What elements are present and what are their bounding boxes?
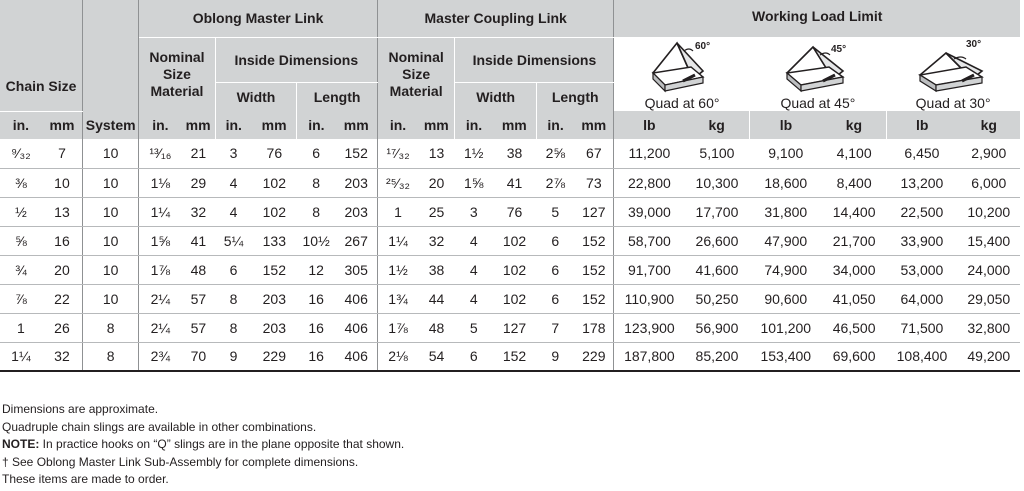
cell-chain-mm: 13 — [42, 197, 83, 226]
cell-wll-45-lb: 90,600 — [750, 284, 822, 313]
cell-wll-60-lb: 22,800 — [614, 168, 684, 197]
cell-coupling-nominal-mm: 54 — [418, 342, 455, 371]
table-row — [0, 284, 1020, 313]
cell-wll-30-kg: 2,900 — [958, 139, 1020, 168]
cell-wll-45-kg: 8,400 — [822, 168, 886, 197]
cell-oblong-length-mm: 267 — [336, 226, 378, 255]
cell-wll-45-kg: 69,600 — [822, 342, 886, 371]
cell-oblong-length-in: 8 — [297, 197, 336, 226]
cell-chain-mm: 26 — [42, 313, 83, 342]
table-row — [0, 255, 1020, 284]
cell-coupling-length-in: 9 — [536, 342, 574, 371]
cell-system: 8 — [83, 313, 139, 342]
cell-wll-45-lb: 9,100 — [750, 139, 822, 168]
cell-oblong-length-in: 12 — [297, 255, 336, 284]
cell-wll-60-kg: 26,600 — [684, 226, 749, 255]
cell-coupling-length-in: 2⅝ — [536, 139, 574, 168]
cell-coupling-length-in: 5 — [536, 197, 574, 226]
quad-60-cell — [614, 37, 750, 111]
cell-coupling-length-in: 6 — [536, 226, 574, 255]
note-approximate: Dimensions are approximate. — [2, 402, 159, 416]
cell-coupling-nominal-mm: 20 — [418, 168, 455, 197]
cell-wll-60-lb: 187,800 — [614, 342, 684, 371]
note-combinations: Quadruple chain slings are available in other combinations. — [2, 419, 317, 434]
svg-text:30°: 30° — [966, 39, 982, 50]
cell-wll-30-lb: 108,400 — [886, 342, 957, 371]
cell-wll-45-lb: 101,200 — [750, 313, 822, 342]
unit-header: in. — [377, 111, 418, 139]
cell-coupling-nominal-in: ¹⁷⁄₃₂ — [377, 139, 418, 168]
unit-header: in. — [0, 111, 42, 139]
cell-chain-mm: 7 — [42, 139, 83, 168]
cell-oblong-nominal-mm: 21 — [182, 139, 216, 168]
cell-oblong-length-mm: 203 — [336, 197, 378, 226]
cell-coupling-width-in: 4 — [455, 226, 493, 255]
oblong-length-header: Length — [297, 82, 378, 111]
cell-coupling-length-in: 6 — [536, 284, 574, 313]
cell-system: 10 — [83, 197, 139, 226]
cell-chain-in: 1¼ — [0, 342, 42, 371]
cell-oblong-nominal-mm: 41 — [182, 226, 216, 255]
cell-wll-30-kg: 6,000 — [958, 168, 1020, 197]
cell-system: 8 — [83, 342, 139, 371]
cell-oblong-width-in: 8 — [215, 313, 252, 342]
cell-oblong-width-mm: 76 — [252, 139, 297, 168]
quad-45-cell — [750, 37, 887, 111]
cell-coupling-width-in: 3 — [455, 197, 493, 226]
cell-coupling-width-in: 5 — [455, 313, 493, 342]
cell-oblong-nominal-mm: 48 — [182, 255, 216, 284]
note-sub-assembly: † See Oblong Master Link Sub-Assembly for complete dimensions. — [2, 454, 359, 469]
cell-coupling-width-in: 4 — [455, 255, 493, 284]
cell-oblong-length-mm: 406 — [336, 342, 378, 371]
cell-wll-45-lb: 153,400 — [750, 342, 822, 371]
cell-wll-30-kg: 10,200 — [958, 197, 1020, 226]
cell-wll-30-lb: 71,500 — [886, 313, 957, 342]
cell-wll-45-lb: 18,600 — [750, 168, 822, 197]
cell-coupling-width-in: 1⅝ — [455, 168, 493, 197]
note-hooks-text: In practice hooks on “Q” slings are in the plane opposite that shown. — [39, 437, 405, 452]
cell-oblong-nominal-mm: 57 — [182, 313, 216, 342]
working-load-limit-header: Working Load Limit — [614, 0, 1020, 37]
unit-header: kg — [822, 111, 886, 139]
table-row — [0, 226, 1020, 255]
quad-caption: Quad at 30° — [915, 95, 991, 111]
cell-oblong-width-in: 6 — [215, 255, 252, 284]
cell-wll-30-kg: 32,800 — [958, 313, 1020, 342]
cell-coupling-length-mm: 229 — [574, 342, 614, 371]
unit-header: in. — [455, 111, 493, 139]
chain-size-header: Chain Size — [0, 0, 83, 111]
cell-oblong-nominal-in: 2¾ — [139, 342, 182, 371]
unit-header: lb — [614, 111, 684, 139]
cell-wll-45-kg: 4,100 — [822, 139, 886, 168]
cell-system: 10 — [83, 168, 139, 197]
unit-header: mm — [182, 111, 216, 139]
note-made-to-order: These items are made to order. — [2, 472, 169, 487]
cell-coupling-length-in: 2⅞ — [536, 168, 574, 197]
quad-caption: Quad at 45° — [780, 95, 856, 111]
table-row — [0, 342, 1020, 371]
cell-oblong-nominal-mm: 70 — [182, 342, 216, 371]
cell-coupling-nominal-mm: 25 — [418, 197, 455, 226]
cell-oblong-nominal-in: 1¼ — [139, 197, 182, 226]
cell-wll-60-lb: 91,700 — [614, 255, 684, 284]
cell-chain-in: ⅝ — [0, 226, 42, 255]
cell-wll-60-lb: 123,900 — [614, 313, 684, 342]
cell-coupling-length-mm: 152 — [574, 284, 614, 313]
cell-oblong-width-in: 4 — [215, 168, 252, 197]
cell-coupling-length-mm: 127 — [574, 197, 614, 226]
cell-oblong-width-in: 9 — [215, 342, 252, 371]
cell-oblong-width-mm: 229 — [252, 342, 297, 371]
cell-oblong-length-in: 6 — [297, 139, 336, 168]
cell-oblong-nominal-mm: 29 — [182, 168, 216, 197]
cell-oblong-width-in: 4 — [215, 197, 252, 226]
cell-coupling-nominal-in: 1 — [377, 197, 418, 226]
cell-chain-in: ¾ — [0, 255, 42, 284]
cell-chain-mm: 20 — [42, 255, 83, 284]
cell-coupling-width-mm: 41 — [493, 168, 537, 197]
cell-chain-mm: 22 — [42, 284, 83, 313]
cell-oblong-length-in: 16 — [297, 342, 336, 371]
cell-coupling-length-mm: 73 — [574, 168, 614, 197]
quad-30-cell — [886, 37, 1020, 111]
unit-header: in. — [536, 111, 574, 139]
cell-coupling-width-mm: 102 — [493, 226, 537, 255]
cell-coupling-nominal-mm: 38 — [418, 255, 455, 284]
cell-coupling-width-mm: 76 — [493, 197, 537, 226]
cell-wll-60-kg: 41,600 — [684, 255, 749, 284]
unit-header: lb — [750, 111, 822, 139]
cell-wll-45-kg: 21,700 — [822, 226, 886, 255]
cell-oblong-nominal-in: ¹³⁄₁₆ — [139, 139, 182, 168]
unit-header: mm — [42, 111, 83, 139]
cell-coupling-width-mm: 127 — [493, 313, 537, 342]
cell-chain-mm: 16 — [42, 226, 83, 255]
cell-wll-60-kg: 56,900 — [684, 313, 749, 342]
unit-header: in. — [139, 111, 182, 139]
unit-header: mm — [574, 111, 614, 139]
svg-text:60°: 60° — [695, 41, 711, 52]
cell-oblong-width-mm: 102 — [252, 168, 297, 197]
oblong-master-link-header: Oblong Master Link — [139, 0, 378, 37]
cell-wll-45-lb: 74,900 — [750, 255, 822, 284]
cell-wll-60-kg: 50,250 — [684, 284, 749, 313]
unit-header: kg — [958, 111, 1020, 139]
coupling-inside-dimensions-header: Inside Dimensions — [455, 37, 614, 82]
cell-coupling-nominal-in: 1¼ — [377, 226, 418, 255]
cell-oblong-length-mm: 203 — [336, 168, 378, 197]
cell-oblong-width-mm: 152 — [252, 255, 297, 284]
cell-wll-45-kg: 41,050 — [822, 284, 886, 313]
unit-header: in. — [215, 111, 252, 139]
cell-coupling-width-in: 4 — [455, 284, 493, 313]
footnotes — [2, 401, 404, 489]
coupling-width-header: Width — [455, 82, 537, 111]
cell-wll-30-lb: 22,500 — [886, 197, 957, 226]
coupling-length-header: Length — [536, 82, 614, 111]
coupling-nominal-size-header: Nominal Size Material — [377, 37, 454, 111]
cell-wll-30-lb: 13,200 — [886, 168, 957, 197]
oblong-nominal-size-header: Nominal Size Material — [139, 37, 215, 111]
cell-coupling-length-mm: 152 — [574, 226, 614, 255]
cell-wll-60-kg: 10,300 — [684, 168, 749, 197]
cell-wll-30-lb: 6,450 — [886, 139, 957, 168]
system-header: System — [83, 0, 139, 139]
cell-coupling-nominal-mm: 48 — [418, 313, 455, 342]
table-row — [0, 139, 1020, 168]
cell-oblong-nominal-in: 1⅝ — [139, 226, 182, 255]
cell-oblong-length-mm: 406 — [336, 313, 378, 342]
quad-sling-45-icon — [779, 37, 857, 95]
cell-coupling-width-mm: 152 — [493, 342, 537, 371]
cell-coupling-width-mm: 102 — [493, 255, 537, 284]
cell-system: 10 — [83, 255, 139, 284]
cell-wll-30-kg: 29,050 — [958, 284, 1020, 313]
cell-wll-45-lb: 31,800 — [750, 197, 822, 226]
cell-coupling-nominal-mm: 13 — [418, 139, 455, 168]
cell-wll-45-kg: 14,400 — [822, 197, 886, 226]
cell-wll-30-kg: 49,200 — [958, 342, 1020, 371]
cell-wll-30-lb: 64,000 — [886, 284, 957, 313]
cell-coupling-width-in: 1½ — [455, 139, 493, 168]
cell-chain-in: ½ — [0, 197, 42, 226]
cell-wll-45-lb: 47,900 — [750, 226, 822, 255]
cell-coupling-width-in: 6 — [455, 342, 493, 371]
cell-oblong-width-in: 8 — [215, 284, 252, 313]
cell-chain-in: ⁹⁄₃₂ — [0, 139, 42, 168]
cell-coupling-nominal-in: ²⁵⁄₃₂ — [377, 168, 418, 197]
quad-sling-30-icon — [914, 37, 992, 95]
cell-chain-mm: 32 — [42, 342, 83, 371]
cell-coupling-length-in: 6 — [536, 255, 574, 284]
cell-coupling-length-mm: 67 — [574, 139, 614, 168]
cell-oblong-nominal-mm: 32 — [182, 197, 216, 226]
note-label: NOTE: — [2, 437, 40, 452]
cell-chain-in: ⅞ — [0, 284, 42, 313]
cell-oblong-nominal-mm: 57 — [182, 284, 216, 313]
cell-wll-60-lb: 110,900 — [614, 284, 684, 313]
cell-wll-30-lb: 33,900 — [886, 226, 957, 255]
note-hooks — [2, 436, 404, 454]
cell-oblong-length-in: 16 — [297, 313, 336, 342]
cell-wll-45-kg: 46,500 — [822, 313, 886, 342]
cell-chain-in: ⅜ — [0, 168, 42, 197]
cell-oblong-length-mm: 305 — [336, 255, 378, 284]
cell-oblong-width-mm: 203 — [252, 313, 297, 342]
cell-oblong-length-mm: 152 — [336, 139, 378, 168]
cell-coupling-length-mm: 178 — [574, 313, 614, 342]
oblong-width-header: Width — [215, 82, 297, 111]
cell-oblong-nominal-in: 1⅛ — [139, 168, 182, 197]
cell-oblong-nominal-in: 1⅞ — [139, 255, 182, 284]
cell-wll-30-kg: 24,000 — [958, 255, 1020, 284]
cell-coupling-length-mm: 152 — [574, 255, 614, 284]
cell-coupling-length-in: 7 — [536, 313, 574, 342]
cell-wll-60-kg: 5,100 — [684, 139, 749, 168]
cell-wll-60-lb: 11,200 — [614, 139, 684, 168]
cell-coupling-nominal-mm: 44 — [418, 284, 455, 313]
cell-coupling-width-mm: 102 — [493, 284, 537, 313]
cell-chain-mm: 10 — [42, 168, 83, 197]
cell-chain-in: 1 — [0, 313, 42, 342]
cell-wll-30-lb: 53,000 — [886, 255, 957, 284]
quad-sling-60-icon — [643, 37, 721, 95]
cell-oblong-nominal-in: 2¼ — [139, 313, 182, 342]
cell-coupling-width-mm: 38 — [493, 139, 537, 168]
cell-oblong-width-mm: 133 — [252, 226, 297, 255]
cell-oblong-width-mm: 203 — [252, 284, 297, 313]
cell-oblong-width-in: 3 — [215, 139, 252, 168]
unit-header: mm — [336, 111, 378, 139]
cell-wll-60-kg: 85,200 — [684, 342, 749, 371]
cell-wll-30-kg: 15,400 — [958, 226, 1020, 255]
table-row — [0, 168, 1020, 197]
table-body — [0, 139, 1020, 371]
unit-header: lb — [886, 111, 957, 139]
unit-header: mm — [493, 111, 537, 139]
unit-header: in. — [297, 111, 336, 139]
master-coupling-link-header: Master Coupling Link — [377, 0, 614, 37]
cell-wll-60-kg: 17,700 — [684, 197, 749, 226]
cell-wll-45-kg: 34,000 — [822, 255, 886, 284]
unit-header: mm — [252, 111, 297, 139]
cell-oblong-width-in: 5¼ — [215, 226, 252, 255]
cell-wll-60-lb: 39,000 — [614, 197, 684, 226]
cell-coupling-nominal-in: 1½ — [377, 255, 418, 284]
table-row — [0, 313, 1020, 342]
cell-oblong-length-in: 8 — [297, 168, 336, 197]
unit-header: kg — [684, 111, 749, 139]
cell-coupling-nominal-in: 1⅞ — [377, 313, 418, 342]
table-row — [0, 197, 1020, 226]
cell-coupling-nominal-mm: 32 — [418, 226, 455, 255]
cell-oblong-length-in: 10½ — [297, 226, 336, 255]
cell-coupling-nominal-in: 2⅛ — [377, 342, 418, 371]
quad-caption: Quad at 60° — [644, 95, 720, 111]
svg-text:45°: 45° — [830, 44, 847, 55]
oblong-inside-dimensions-header: Inside Dimensions — [215, 37, 377, 82]
cell-coupling-nominal-in: 1¾ — [377, 284, 418, 313]
cell-oblong-length-mm: 406 — [336, 284, 378, 313]
cell-oblong-width-mm: 102 — [252, 197, 297, 226]
cell-system: 10 — [83, 226, 139, 255]
cell-wll-60-lb: 58,700 — [614, 226, 684, 255]
cell-oblong-nominal-in: 2¼ — [139, 284, 182, 313]
cell-system: 10 — [83, 139, 139, 168]
cell-oblong-length-in: 16 — [297, 284, 336, 313]
cell-system: 10 — [83, 284, 139, 313]
unit-header: mm — [418, 111, 455, 139]
